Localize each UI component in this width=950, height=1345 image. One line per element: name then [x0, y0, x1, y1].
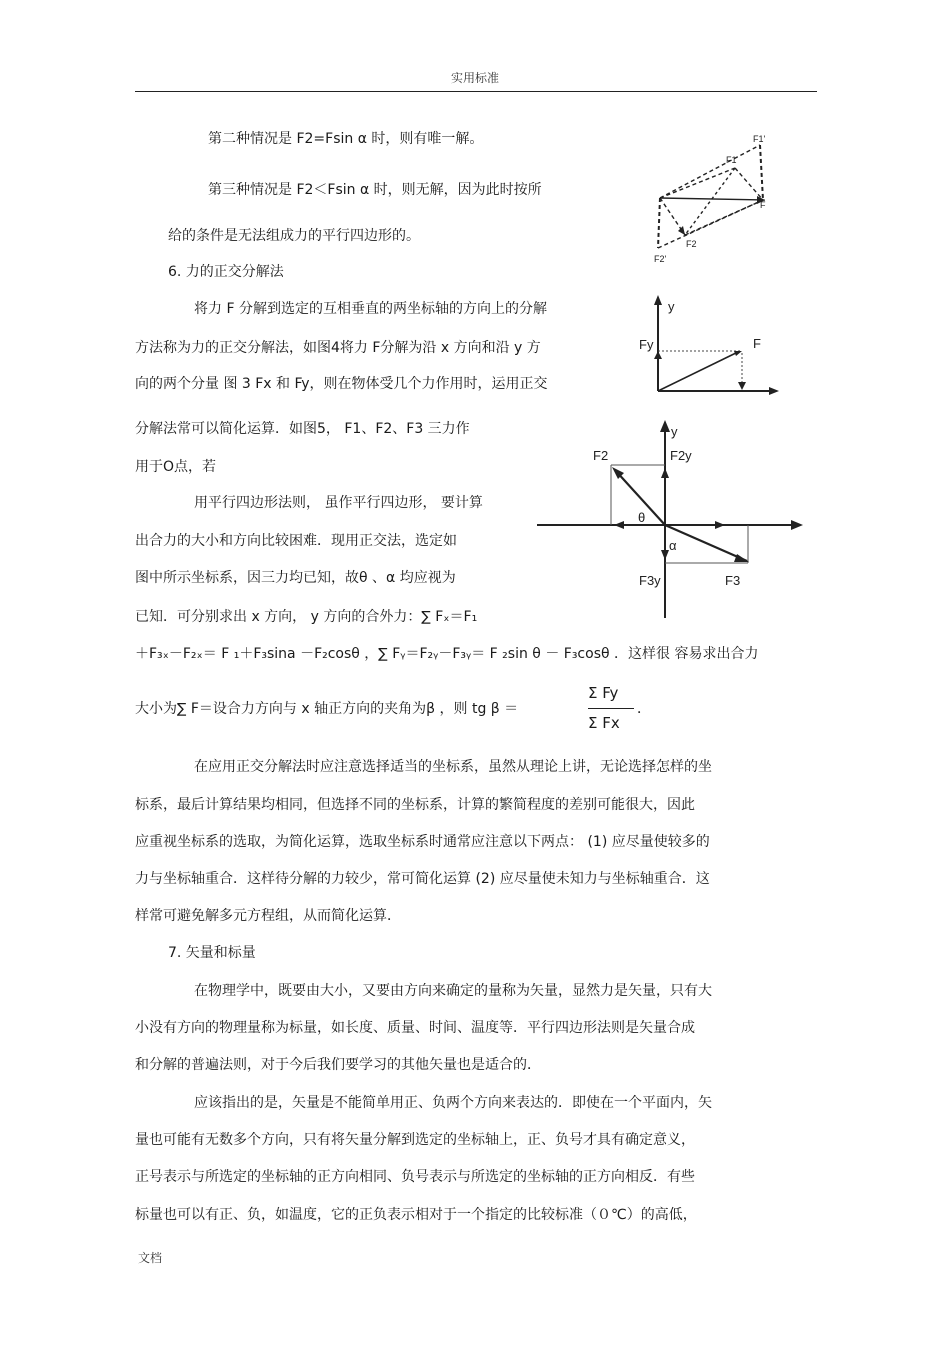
label-y: y [668, 299, 675, 314]
paragraph-line: ． [637, 701, 651, 717]
label-y: y [671, 424, 678, 439]
arrowhead [715, 521, 725, 529]
label-f2: F2 [593, 448, 609, 463]
paragraph-line: 在物理学中，既要由大小，又要由方向来确定的量称为矢量，显然力是矢量，只有大 [194, 983, 712, 999]
force-f-arrow [658, 351, 740, 391]
label-f: F [753, 336, 761, 351]
dashed-edge [760, 145, 763, 200]
arrowhead [661, 550, 669, 560]
arrowhead [654, 295, 662, 305]
paragraph-line: 小没有方向的物理量称为标量，如长度、质量、时间、温度等．平行四边形法则是矢量合成 [135, 1020, 695, 1036]
header-rule [135, 91, 817, 92]
dashed-edge [658, 198, 660, 248]
label-alpha: α [669, 538, 677, 553]
paragraph-line: 大小为∑ F＝设合力方向与 x 轴正方向的夹角为β ，则 tg β ＝ [135, 701, 519, 717]
label-f2: F2 [686, 239, 697, 249]
fraction-numerator: Σ Fy [588, 684, 619, 702]
label-fy: Fy [639, 337, 654, 352]
page-header: 实用标准 [450, 71, 499, 85]
paragraph-line: 标系，最后计算结果均相同，但选择不同的坐标系，计算的繁简程度的差别可能很大，因此 [135, 797, 695, 813]
page-footer: 文档 [138, 1251, 163, 1265]
paragraph-line: 标量也可以有正、负，如温度，它的正负表示相对于一个指定的比较标准（０℃）的高低， [135, 1207, 697, 1223]
force-f3-arrow [665, 525, 747, 561]
paragraph-line: 力与坐标轴重合．这样待分解的力较少，常可简化运算 (2) 应尽量使未知力与坐标轴重合．这 [135, 871, 710, 887]
arrowhead [660, 420, 670, 432]
dashed-edge [658, 200, 763, 248]
section-heading: 7. 矢量和标量 [168, 945, 256, 961]
paragraph-line: 向的两个分量 图 3 Fx 和 Fy，则在物体受几个力作用时，运用正交 [135, 376, 548, 392]
figure-decomposition-cases [650, 130, 780, 270]
fraction-bar [588, 708, 634, 709]
paragraph-line: 出合力的大小和方向比较困难．现用正交法，选定如 [135, 533, 457, 549]
paragraph-line: 给的条件是无法组成力的平行四边形的。 [168, 228, 420, 244]
paragraph-line: 用于O点，若 [135, 459, 217, 475]
section-heading: 6. 力的正交分解法 [168, 264, 284, 280]
paragraph-line: 应该指出的是，矢量是不能简单用正、负两个方向来表达的．即使在一个平面内，矢 [194, 1095, 712, 1111]
label-f1-prime: F1' [753, 134, 766, 144]
paragraph-line: ＋F₃ₓ－F₂ₓ＝ F ₁＋F₃sina －F₂cosθ ，∑ Fᵧ＝F₂ᵧ－F₃ᵧ＝ F ₂sin θ － F₃cosθ ．这样很 容易求出合力 [135, 646, 759, 662]
label-f2y: F2y [670, 448, 692, 463]
arrowhead [661, 468, 669, 478]
paragraph-line: 样常可避免解多元方程组，从而简化运算． [135, 908, 401, 924]
paragraph-line: 将力 F 分解到选定的互相垂直的两坐标轴的方向上的分解 [194, 301, 547, 317]
arrowhead [791, 520, 803, 530]
paragraph-line: 分解法常可以简化运算．如图5， F1、F2、F3 三力作 [135, 421, 470, 437]
figure-xy-decomposition [630, 293, 780, 398]
label-theta: θ [638, 510, 646, 525]
fraction-denominator: Σ Fx [588, 714, 620, 732]
paragraph-line: 图中所示坐标系，因三力均已知，故θ 、α 均应视为 [135, 570, 456, 586]
figure-three-forces [535, 418, 805, 623]
paragraph-line: 方法称为力的正交分解法，如图4将力 F分解为沿 x 方向和沿 y 方 [135, 340, 541, 356]
arrowhead [614, 521, 624, 529]
label-f2-prime: F2' [654, 254, 667, 264]
paragraph-line: 用平行四边形法则， 虽作平行四边形， 要计算 [194, 495, 483, 511]
arrowhead [738, 382, 746, 390]
dashed-edge [735, 168, 763, 200]
arrowhead [769, 387, 779, 395]
label-f3y: F3y [639, 573, 661, 588]
label-f3: F3 [725, 573, 741, 588]
paragraph-line: 已知．可分别求出 x 方向， y 方向的合外力：∑ Fₓ＝F₁ [135, 609, 478, 625]
arrowhead [678, 226, 685, 235]
paragraph-line: 应重视坐标系的选取，为简化运算，选取坐标系时通常应注意以下两点： (1) 应尽量使较多的 [135, 834, 710, 850]
paragraph-line: 和分解的普遍法则，对于今后我们要学习的其他矢量也是适合的． [135, 1057, 541, 1073]
arrowhead [734, 351, 742, 356]
paragraph-line: 在应用正交分解法时应注意选择适当的坐标系，虽然从理论上讲，无论选择怎样的坐 [194, 759, 712, 775]
paragraph-line: 正号表示与所选定的坐标轴的正方向相同、负号表示与所选定的坐标轴的正方向相反．有些 [135, 1169, 695, 1185]
paragraph-line: 第二种情况是 F2=Fsin α 时，则有唯一解。 [208, 131, 484, 147]
label-f1: F1 [726, 155, 737, 165]
arrowhead [654, 351, 662, 359]
paragraph-line: 量也可能有无数多个方向，只有将矢量分解到选定的坐标轴上，正、负号才具有确定意义， [135, 1132, 695, 1148]
paragraph-line: 第三种情况是 F2＜Fsin α 时，则无解，因为此时按所 [208, 182, 542, 198]
dashed-edge [660, 145, 760, 198]
label-f: F [760, 200, 766, 210]
